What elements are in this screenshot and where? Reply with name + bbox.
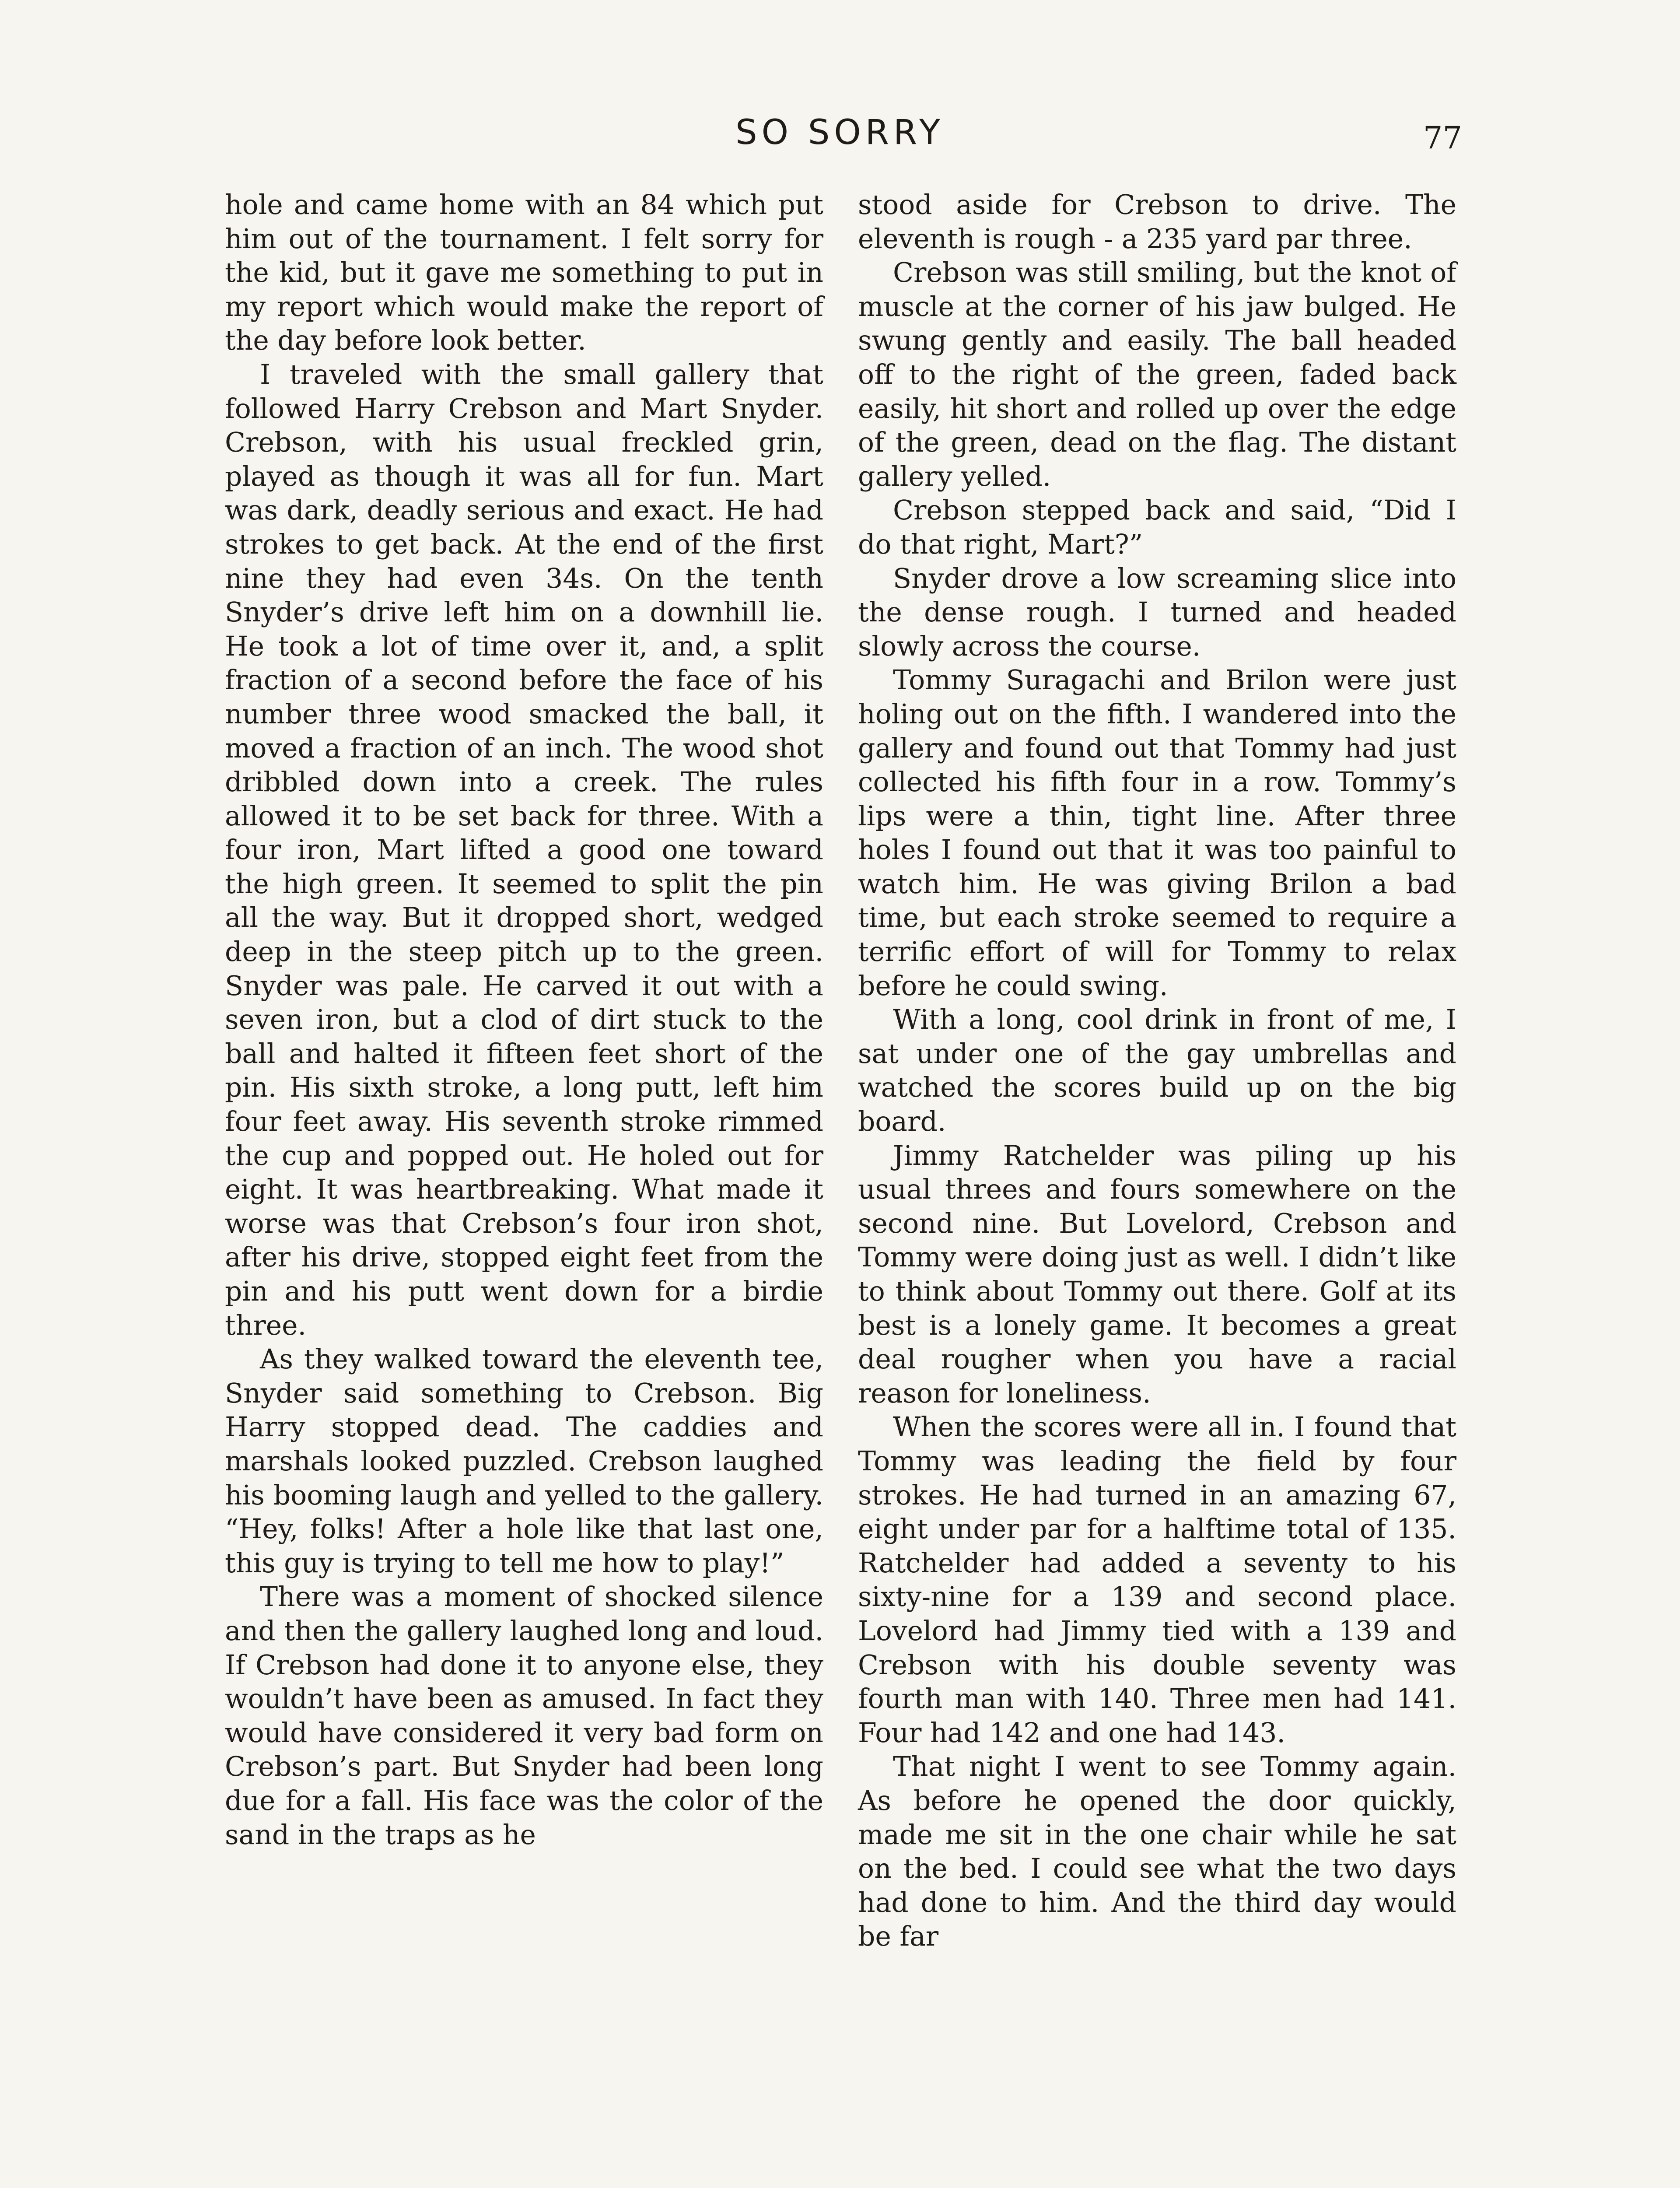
paragraph: There was a moment of shocked silence and then the gallery laughed long and loud. If Crebson had done it to anyone else, they wouldn’t have been as amused. In fact they would have considered it very bad form on Crebson’s part. But Snyder had been long due for a fall. His face was the color of the sand in the traps as he xyxy=(225,1581,823,1851)
paragraph: With a long, cool drink in front of me, I sat under one of the gay umbrellas and watched the scores build up on the big board. xyxy=(858,1004,1456,1138)
page-number: 77 xyxy=(1423,120,1462,156)
paragraph: Tommy Suragachi and Brilon were just holing out on the fifth. I wandered into the gallery and found out that Tommy had just collected his fifth four in a row. Tommy’s lips were a thin, tight line. After three holes I found out that it was too painful to watch him. He was giving Brilon a bad time, but each stroke seemed to require a terrific effort of will for Tommy to relax before he could swing. xyxy=(858,664,1456,1002)
running-title: SO SORRY xyxy=(735,113,945,152)
paragraph: hole and came home with an 84 which put him out of the tournament. I felt sorry for the kid, but it gave me something to put in my report which would make the report of the day before look better. xyxy=(225,189,823,357)
paragraph: Jimmy Ratchelder was piling up his usual threes and fours somewhere on the second nine. But Lovelord, Crebson and Tommy were doing just as well. I didn’t like to think about Tommy out there. Golf at its best is a lonely game. It becomes a great deal rougher when you have a racial reason for loneliness. xyxy=(858,1140,1456,1409)
left-column xyxy=(225,188,823,1852)
paragraph: Snyder drove a low screaming slice into the dense rough. I turned and headed slowly across the course. xyxy=(858,562,1456,662)
page-header xyxy=(0,113,1680,161)
paragraph: That night I went to see Tommy again. As before he opened the door quickly, made me sit in the one chair while he sat on the bed. I could see what the two days had done to him. And the third day would be far xyxy=(858,1751,1456,1953)
paragraph: stood aside for Crebson to drive. The eleventh is rough - a 235 yard par three. xyxy=(858,189,1456,255)
right-column xyxy=(858,188,1456,1954)
paragraph: When the scores were all in. I found that Tommy was leading the field by four strokes. He had turned in an amazing 67, eight under par for a halftime total of 135. Ratchelder had added a seventy to his sixty-nine for a 139 and second place. Lovelord had Jimmy tied with a 139 and Crebson with his double seventy was fourth man with 140. Three men had 141. Four had 142 and one had 143. xyxy=(858,1411,1456,1749)
paragraph: I traveled with the small gallery that followed Harry Crebson and Mart Snyder. Crebson, with his usual freckled grin, played as though it was all for fun. Mart was dark, deadly serious and exact. He had strokes to get back. At the end of the first nine they had even 34s. On the tenth Snyder’s drive left him on a downhill lie. He took a lot of time over it, and, a split fraction of a second before the face of his number three wood smacked the ball, it moved a fraction of an inch. The wood shot dribbled down into a creek. The rules allowed it to be set back for three. With a four iron, Mart lifted a good one toward the high green. It seemed to split the pin all the way. But it dropped short, wedged deep in the steep pitch up to the green. Snyder was pale. He carved it out with a seven iron, but a clod of dirt stuck to the ball and halted it fifteen feet short of the pin. His sixth stroke, a long putt, left him four feet away. His seventh stroke rimmed the cup and popped out. He holed out for eight. It was heartbreaking. What made it worse was that Crebson’s four iron shot, after his drive, stopped eight feet from the pin and his putt went down for a birdie three. xyxy=(225,358,823,1341)
paragraph: As they walked toward the eleventh tee, Snyder said something to Crebson. Big Harry stopped dead. The caddies and marshals looked puzzled. Crebson laughed his booming laugh and yelled to the gallery. “Hey, folks! After a hole like that last one, this guy is trying to tell me how to play!” xyxy=(225,1343,823,1579)
paragraph: Crebson was still smiling, but the knot of muscle at the corner of his jaw bulged. He swung gently and easily. The ball headed off to the right of the green, faded back easily, hit short and rolled up over the edge of the green, dead on the flag. The distant gallery yelled. xyxy=(858,257,1456,492)
paragraph: Crebson stepped back and said, “Did I do that right, Mart?” xyxy=(858,494,1456,560)
